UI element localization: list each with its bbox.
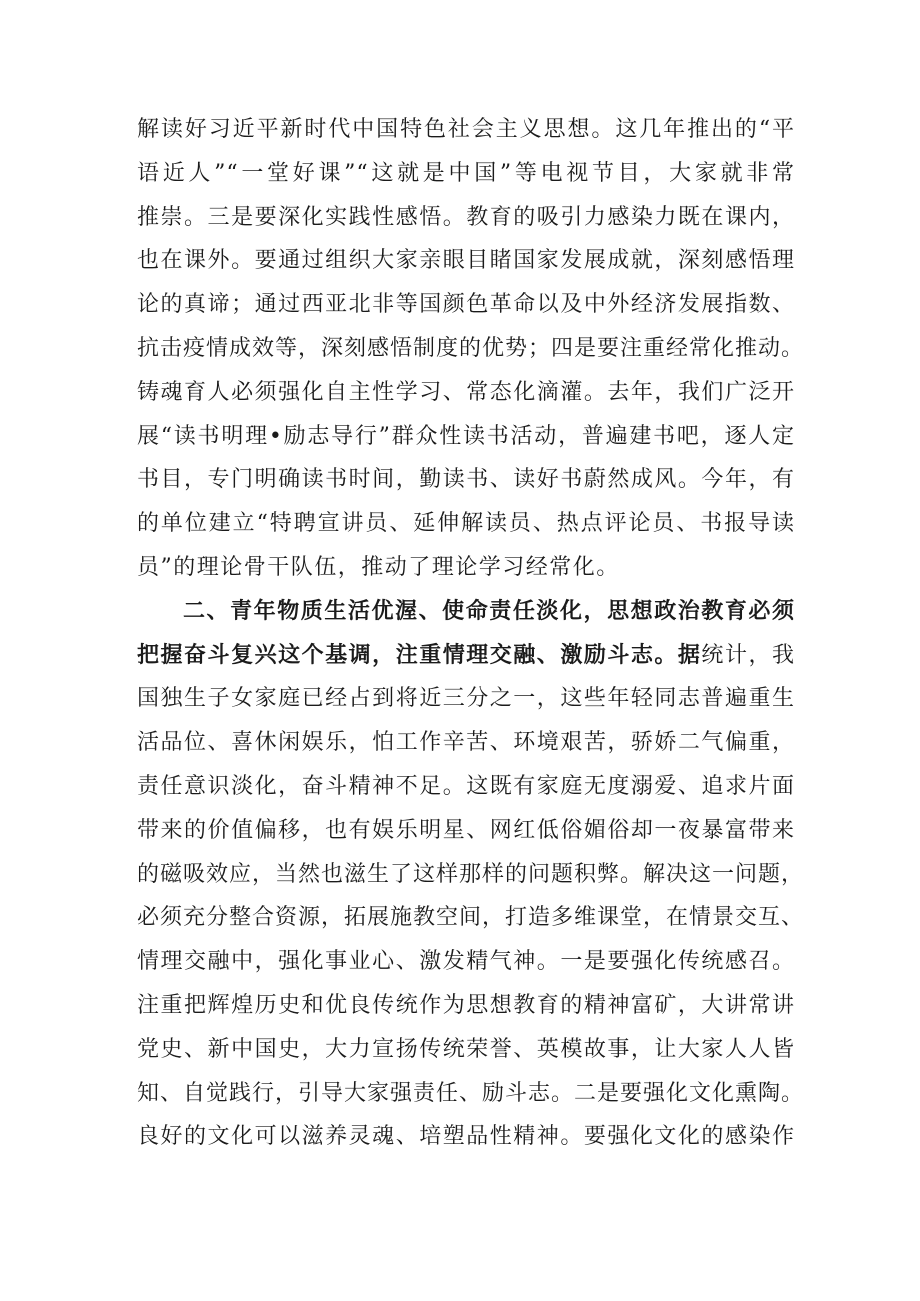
text-line: 必须充分整合资源，拓展施教空间，打造多维课堂，在情景交互、 xyxy=(137,905,805,931)
text-line: 良好的文化可以滋养灵魂、培塑品性精神。要强化文化的感染作 xyxy=(137,1124,795,1150)
text-line: 推崇。三是要深化实践性感悟。教育的吸引力感染力既在课内， xyxy=(137,204,795,230)
section-body-start: 统计，我 xyxy=(701,642,795,668)
text-line: 员”的理论骨干队伍，推动了理论学习经常化。 xyxy=(137,554,620,580)
section-heading: 二、青年物质生活优渥、使命责任淡化，思想政治教育必须 xyxy=(183,597,795,624)
text-line: 知、自觉践行，引导大家强责任、励斗志。二是要强化文化熏陶。 xyxy=(137,1080,805,1106)
text-line: 论的真谛；通过西亚北非等国颜色革命以及中外经济发展指数、 xyxy=(137,292,795,318)
body-text xyxy=(137,108,805,1159)
text-line: 带来的价值偏移，也有娱乐明星、网红低俗媚俗却一夜暴富带来 xyxy=(137,817,795,843)
text-line: 展“读书明理•励志导行”群众性读书活动，普遍建书吧，逐人定 xyxy=(137,423,795,449)
text-line: 的磁吸效应，当然也滋生了这样那样的问题积弊。解决这一问题， xyxy=(137,861,805,887)
text-line: 解读好习近平新时代中国特色社会主义思想。这几年推出的“平 xyxy=(137,117,795,142)
text-line: 国独生子女家庭已经占到将近三分之一，这些年轻同志普遍重生 xyxy=(137,686,795,712)
section-heading-bold: 把握奋斗复兴这个基调，注重情理交融、激励斗志。据 xyxy=(137,641,702,668)
text-line: 语近人”“一堂好课”“这就是中国”等电视节目，大家就非常 xyxy=(137,160,795,186)
text-line: 责任意识淡化，奋斗精神不足。这既有家庭无度溺爱、追求片面 xyxy=(137,773,795,799)
text-line: 党史、新中国史，大力宣扬传统荣誉、英模故事，让大家人人皆 xyxy=(137,1036,795,1062)
text-line: 情理交融中，强化事业心、激发精气神。一是要强化传统感召。 xyxy=(137,949,795,975)
text-line: 活品位、喜休闲娱乐，怕工作辛苦、环境艰苦，骄娇二气偏重， xyxy=(137,730,795,756)
section-heading-continued xyxy=(137,634,795,678)
text-line: 书目，专门明确读书时间，勤读书、读好书蔚然成风。今年，有 xyxy=(137,467,795,493)
text-line: 也在课外。要通过组织大家亲眼目睹国家发展成就，深刻感悟理 xyxy=(137,248,795,274)
text-line: 的单位建立“特聘宣讲员、延伸解读员、热点评论员、书报导读 xyxy=(137,511,795,537)
text-line: 注重把辉煌历史和优良传统作为思想教育的精神富矿，大讲常讲 xyxy=(137,992,795,1018)
text-line: 铸魂育人必须强化自主性学习、常态化滴灌。去年，我们广泛开 xyxy=(137,379,795,405)
text-line: 抗击疫情成效等，深刻感悟制度的优势；四是要注重经常化推动。 xyxy=(137,335,805,361)
